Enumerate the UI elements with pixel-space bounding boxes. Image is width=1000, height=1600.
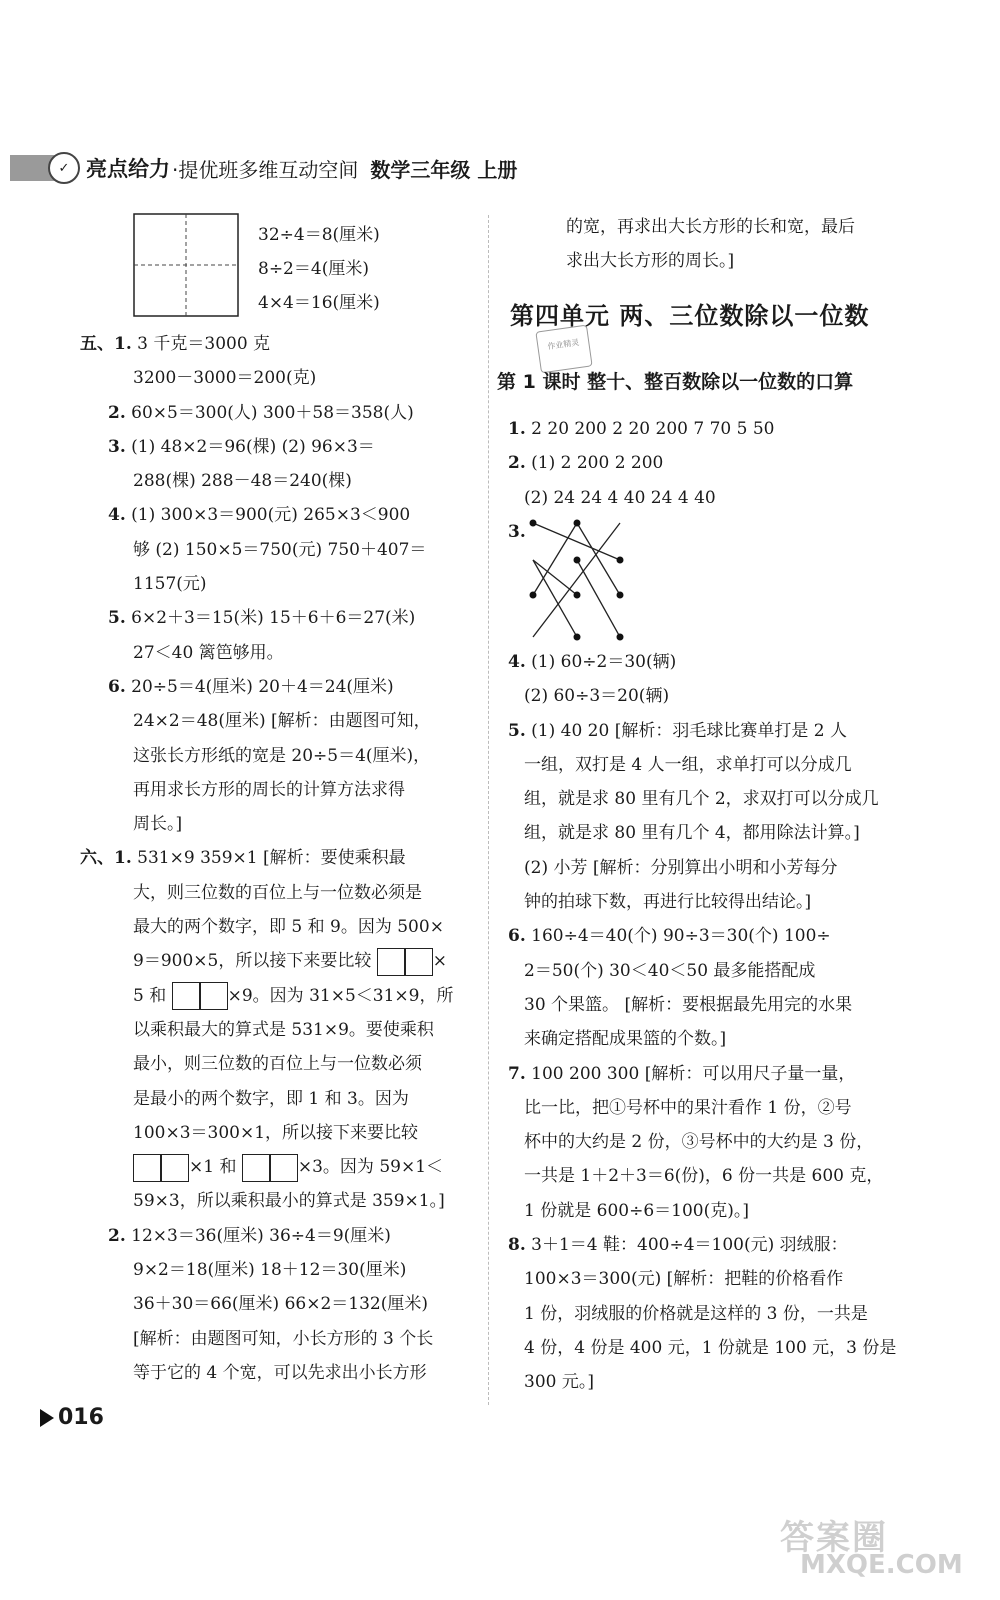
answer-text: 531×9 359×1 [解析：要使乘积最 — [131, 848, 406, 869]
answer-line — [500, 851, 910, 885]
answer-line — [80, 1047, 480, 1081]
answer-text: (2) 60÷3＝20(辆) — [524, 686, 670, 707]
answer-line — [80, 1287, 480, 1321]
answer-line — [80, 910, 480, 944]
answer-text: 3200－3000＝200(克) — [133, 368, 317, 389]
answer-text: 来确定搭配成果篮的个数。] — [524, 1029, 727, 1050]
page-header — [10, 152, 517, 184]
answer-line — [80, 498, 480, 532]
answer-text: 最小，则三位数的百位上与一位数必须 — [133, 1054, 422, 1075]
answer-text: 3＋1＝4 鞋：400÷4＝100(元) 羽绒服： — [525, 1235, 848, 1256]
header-subtitle: ·提优班多维互动空间 — [172, 157, 359, 182]
answer-line — [500, 954, 910, 988]
answer-line — [500, 1159, 910, 1193]
item-number: 2. — [108, 1225, 126, 1246]
item-number: 2. — [108, 402, 126, 423]
answer-line — [80, 979, 480, 1013]
answer-text: 30 个果篮。 [解析：要根据最先用完的水果 — [524, 994, 853, 1015]
item-number: 六、1. — [80, 848, 132, 869]
page-number — [40, 1405, 104, 1430]
answer-line — [80, 944, 480, 978]
answer-line — [500, 645, 910, 679]
answer-line — [80, 739, 480, 773]
blank-box — [270, 1154, 298, 1182]
answer-line — [500, 1365, 910, 1399]
right-column-b — [500, 645, 910, 1400]
left-column — [80, 327, 480, 1390]
answer-text: 2 20 200 2 20 200 7 70 5 50 — [525, 419, 775, 439]
answer-line — [80, 464, 480, 498]
answer-line — [500, 1228, 910, 1262]
watermark: 答案圈 — [780, 1518, 888, 1558]
answer-text: 杯中的大约是 2 份，③号杯中的大约是 3 份， — [524, 1132, 874, 1153]
answer-text: 300 元。] — [524, 1372, 594, 1393]
blank-box — [161, 1154, 189, 1182]
answer-line: 求出大长方形的周长。] — [566, 251, 735, 272]
answer-text: 够 (2) 150×5＝750(元) 750＋407＝ — [133, 539, 427, 560]
answer-text: 2＝50(个) 30＜40＜50 最多能搭配成 — [524, 960, 816, 981]
answer-line — [80, 361, 480, 395]
item-number: 3. — [108, 436, 126, 457]
answer-text: 钟的拍球下数，再进行比较得出结论。] — [524, 892, 812, 913]
page-number-text: 016 — [58, 1405, 104, 1430]
answer-text: 60×5＝300(人) 300＋58＝358(人) — [125, 402, 414, 423]
answer-line — [80, 1184, 480, 1218]
answer-line — [500, 1125, 910, 1159]
item-number: 五、1. — [80, 334, 132, 354]
header-subject: 数学三年级 上册 — [370, 157, 518, 182]
answer-line — [80, 1219, 480, 1253]
answer-text: 27＜40 篱笆够用。 — [133, 642, 284, 663]
answer-line — [500, 679, 910, 713]
answer-line — [80, 430, 480, 464]
answer-line — [80, 327, 480, 361]
figure-line: 4×4＝16(厘米) — [258, 293, 380, 313]
answer-text: 36＋30＝66(厘米) 66×2＝132(厘米) — [133, 1294, 428, 1315]
answer-line — [80, 636, 480, 670]
answer-line — [80, 704, 480, 738]
answer-text: 5 和 ×9。因为 31×5＜31×9，所 — [133, 986, 453, 1006]
answer-line: 的宽，再求出大长方形的长和宽，最后 — [566, 217, 855, 237]
answer-line — [80, 601, 480, 635]
answer-line — [500, 1057, 910, 1091]
matching-diagram — [525, 515, 635, 645]
answer-line — [80, 1013, 480, 1047]
item-number: 6. — [508, 926, 526, 947]
unit-title: 第四单元 两、三位数除以一位数 — [510, 302, 870, 330]
answer-line — [500, 748, 910, 782]
answer-line — [500, 1262, 910, 1296]
answer-text: 100×3＝300×1，所以接下来要比较 — [133, 1122, 419, 1143]
answer-line — [80, 1356, 480, 1390]
answer-text: (1) 60÷2＝30(辆) — [525, 652, 677, 672]
answer-text: 59×3，所以乘积最小的算式是 359×1。] — [133, 1191, 445, 1212]
brand-logo-icon: ✓ — [48, 152, 80, 184]
answer-text: (1) 300×3＝900(元) 265×3＜900 — [125, 505, 411, 526]
stamp-text: 作业精灵 — [546, 337, 580, 352]
right-top-column — [500, 210, 910, 279]
answer-text: 大，则三位数的百位上与一位数必须是 — [133, 882, 422, 903]
answer-line — [500, 1022, 910, 1056]
answer-line — [80, 396, 480, 430]
answer-text: 1 份，羽绒服的价格就是这样的 3 份，一共是 — [524, 1303, 868, 1324]
answer-text: 这张长方形纸的宽是 20÷5＝4(厘米)， — [133, 745, 431, 766]
answer-text: 100×3＝300(元) [解析：把鞋的价格看作 — [524, 1269, 844, 1290]
answer-text: 1157(元) — [133, 574, 207, 595]
answer-text: 12×3＝36(厘米) 36÷4＝9(厘米) — [125, 1225, 391, 1246]
item-number: 4. — [508, 652, 526, 672]
answer-line — [80, 533, 480, 567]
answer-text: 1 份就是 600÷6＝100(克)。] — [524, 1200, 749, 1221]
answer-text: 等于它的 4 个宽，可以先求出小长方形 — [133, 1362, 427, 1383]
blank-box — [200, 982, 228, 1010]
answer-text: 9×2＝18(厘米) 18＋12＝30(厘米) — [133, 1260, 407, 1281]
answer-text: 组，就是求 80 里有几个 4，都用除法计算。] — [524, 823, 860, 844]
answer-line — [500, 1194, 910, 1228]
answer-text: ×1 和 ×3。因为 59×1＜ — [133, 1157, 443, 1177]
answer-line — [500, 446, 910, 480]
answer-text: 以乘积最大的算式是 531×9。要使乘积 — [133, 1019, 434, 1040]
answer-line — [80, 1322, 480, 1356]
item-number: 8. — [508, 1235, 526, 1256]
figure-line: 32÷4＝8(厘米) — [258, 225, 380, 245]
answer-text: 是最小的两个数字，即 1 和 3。因为 — [133, 1088, 409, 1109]
figure-line: 8÷2＝4(厘米) — [258, 259, 369, 279]
header-brand: 亮点给力 — [86, 157, 170, 181]
item-number: 7. — [508, 1063, 526, 1084]
answer-text: 周长。] — [133, 814, 183, 835]
answer-line — [500, 481, 910, 515]
answer-text: 100 200 300 [解析：可以用尺子量一量， — [525, 1063, 856, 1084]
column-divider — [488, 215, 489, 1405]
answer-text: (1) 48×2＝96(棵) (2) 96×3＝ — [125, 436, 375, 457]
answer-line — [500, 816, 910, 850]
item-number: 2. — [508, 453, 526, 474]
answer-text: 3 千克＝3000 克 — [131, 334, 271, 354]
watermark-url: MXQE.COM — [800, 1550, 963, 1580]
answer-text: (1) 40 20 [解析：羽毛球比赛单打是 2 人 — [525, 720, 847, 741]
item-number: 4. — [108, 505, 126, 526]
answer-text: 9＝900×5，所以接下来要比较 × — [133, 951, 447, 971]
answer-line — [80, 1082, 480, 1116]
answer-text: 24×2＝48(厘米) [解析：由题图可知， — [133, 711, 431, 732]
square-figure — [133, 213, 239, 317]
answer-text: (2) 24 24 4 40 24 4 40 — [524, 487, 716, 508]
answer-line — [80, 670, 480, 704]
answer-text: [解析：由题图可知，小长方形的 3 个长 — [133, 1328, 434, 1349]
answer-text: 组，就是求 80 里有几个 2，求双打可以分成几 — [524, 789, 879, 810]
blank-box — [172, 982, 200, 1010]
answer-line — [80, 1253, 480, 1287]
answer-line — [80, 1116, 480, 1150]
answer-text: 4 份，4 份是 400 元，1 份就是 100 元，3 份是 — [524, 1337, 897, 1358]
answer-text: 20÷5＝4(厘米) 20＋4＝24(厘米) — [125, 676, 394, 697]
answer-text: 比一比，把①号杯中的果汁看作 1 份，②号 — [524, 1097, 852, 1118]
answer-text: 再用求长方形的周长的计算方法求得 — [133, 779, 405, 800]
answer-text: (2) 小芳 [解析：分别算出小明和小芳每分 — [524, 857, 838, 878]
item-number: 3. — [508, 521, 526, 542]
answer-line — [500, 988, 910, 1022]
answer-line — [80, 567, 480, 601]
answer-line — [500, 919, 910, 953]
answer-text: 一组，双打是 4 人一组，求单打可以分成几 — [524, 754, 852, 775]
answer-line — [500, 1297, 910, 1331]
answer-line — [80, 876, 480, 910]
answer-text: 288(棵) 288－48＝240(棵) — [133, 471, 352, 492]
item-number: 5. — [508, 720, 526, 741]
answer-line — [500, 412, 910, 446]
answer-line — [500, 714, 910, 748]
answer-line — [80, 1150, 480, 1184]
answer-line — [500, 1331, 910, 1365]
triangle-icon — [40, 1409, 54, 1427]
blank-box — [405, 948, 433, 976]
answer-text: 一共是 1＋2＋3＝6(份)，6 份一共是 600 克， — [524, 1166, 884, 1187]
answer-line — [500, 1091, 910, 1125]
answer-line — [500, 885, 910, 919]
answer-line — [500, 782, 910, 816]
figure-calculations — [258, 218, 380, 320]
answer-line — [80, 773, 480, 807]
answer-line — [80, 807, 480, 841]
item-number: 5. — [108, 608, 126, 629]
lesson-title: 第 1 课时 整十、整百数除以一位数的口算 — [497, 371, 854, 393]
answer-text: (1) 2 200 2 200 — [525, 453, 664, 474]
item-number: 6. — [108, 676, 126, 697]
answer-line — [80, 841, 480, 875]
item-number: 1. — [508, 419, 526, 439]
blank-box — [242, 1154, 270, 1182]
blank-box — [377, 948, 405, 976]
answer-text: 6×2＋3＝15(米) 15＋6＋6＝27(米) — [125, 608, 416, 629]
blank-box — [133, 1154, 161, 1182]
answer-text: 最大的两个数字，即 5 和 9。因为 500× — [133, 917, 444, 938]
answer-text: 160÷4＝40(个) 90÷3＝30(个) 100÷ — [525, 926, 831, 947]
